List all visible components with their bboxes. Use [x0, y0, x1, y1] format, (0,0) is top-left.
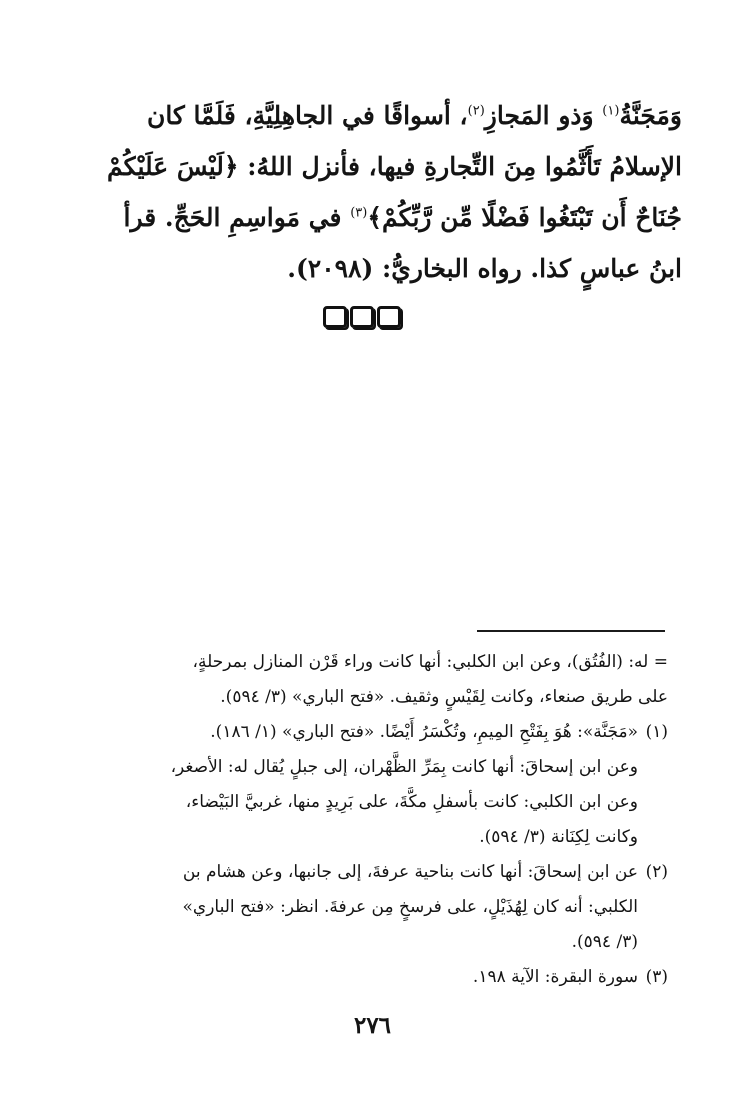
footnote-separator	[477, 630, 665, 632]
footnote-number: (٣)	[645, 967, 668, 987]
main-text-line	[66, 141, 682, 192]
footnote-line: عن ابن إسحاقَ: أنها كانت بناحية عرفةَ، إلى جانبها، وعن هشام بن	[182, 862, 638, 882]
footnote	[63, 715, 668, 855]
footnote-reference: (٣)	[350, 205, 368, 221]
footnote-line: سورة البقرة: الآية ١٩٨.	[472, 967, 638, 987]
footnote-number: (٢)	[645, 862, 668, 882]
footnote	[63, 855, 668, 960]
footnote-line: = له: (الفُتُق)، وعن ابن الكلبي: أنها كانت وراء قَرْن المنازل بمرحلةٍ،	[192, 652, 668, 672]
main-text-run: في مَواسِمِ الحَجِّ. قرأ	[123, 203, 351, 232]
footnote-reference: (٢)	[467, 103, 485, 119]
main-text-run: ، أسواقًا في الجاهِلِيَّةِ، فَلَمَّا كان	[146, 101, 468, 130]
footnote-line: وكانت لِكِنَانة (٣/ ٥٩٤).	[479, 827, 638, 847]
main-text-run: ابنُ عباسٍ كذا. رواه البخاريُّ: (٢٠٩٨).	[287, 254, 682, 283]
main-text-run: وَذو المَجازِ	[484, 101, 603, 130]
footnote-line: «مَجَنَّة»: هُوَ بِفَتْحِ المِيمِ، وتُكْسَرُ أَيْضًا. «فتح الباري» (١/ ١٨٦).	[210, 722, 638, 742]
footnote-line: (٣/ ٥٩٤).	[571, 932, 638, 952]
main-text-run: وَمَجَنَّةُ	[619, 101, 682, 130]
ornament-square-icon	[350, 306, 374, 328]
main-text-line	[66, 90, 682, 141]
ornament-square-icon	[323, 306, 347, 328]
page-number: ٢٧٦	[353, 1012, 392, 1039]
main-text-run: جُنَاحٌ أَن تَبْتَغُوا فَضْلًا مِّن رَّبِّكُمْ﴾	[367, 203, 682, 232]
ornament-square-icon	[377, 306, 401, 328]
footnote-line: على طريق صنعاء، وكانت لِقَيْسٍ وثقيف. «فتح الباري» (٣/ ٥٩٤).	[220, 687, 668, 707]
main-text-line	[66, 192, 682, 243]
main-text-line	[66, 243, 682, 294]
main-text-run: الإسلامُ تَأَثَّمُوا مِنَ التِّجارةِ فيها، فأنزل اللهُ: ﴿لَيْسَ عَلَيْكُمْ	[107, 152, 682, 181]
section-end-ornament	[323, 306, 401, 328]
footnote-line: وعن ابن إسحاقَ: أنها كانت بِمَرِّ الظَّهْران، إلى جبلٍ يُقال له: الأصغر،	[170, 757, 638, 777]
footnote	[63, 645, 668, 715]
footnote-line: وعن ابن الكلبي: كانت بأسفلِ مكَّةَ، على بَرِيدٍ منها، غربيَّ البَيْضاء،	[185, 792, 638, 812]
footnote-reference: (١)	[602, 103, 620, 119]
footnote-number: (١)	[645, 722, 668, 742]
footnote	[63, 960, 668, 995]
footnotes	[63, 645, 668, 995]
footnote-line: الكلبي: أنه كان لِهُذَيْلٍ، على فرسخٍ مِن عرفةَ. انظر: «فتح الباري»	[182, 897, 638, 917]
main-body-text	[66, 90, 682, 294]
